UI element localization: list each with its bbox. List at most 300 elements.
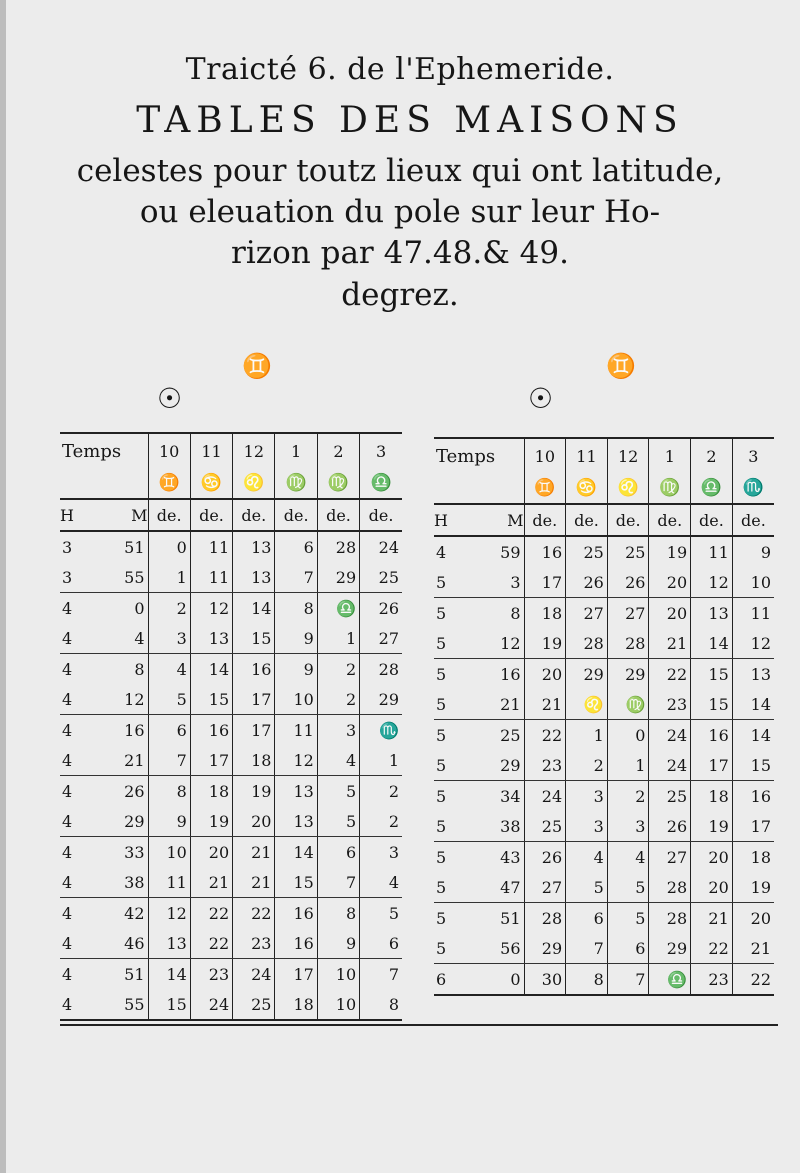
degree-cell: 14 (691, 628, 733, 659)
degree-cell: 16 (190, 715, 232, 746)
running-head: Traicté 6. de l'Ephemeride. (185, 52, 615, 87)
degree-cell: 12 (275, 745, 317, 776)
degree-cell: 24 (360, 531, 402, 562)
degree-cell: 5 (607, 872, 649, 903)
time-cell (60, 776, 148, 807)
degree-cell: 27 (524, 872, 566, 903)
degree-cell: 6 (148, 715, 190, 746)
header-unit: de. (190, 499, 232, 531)
zodiac-sign-icon: ♎ (360, 468, 402, 499)
time-cell (60, 654, 148, 685)
header-unit: de. (360, 499, 402, 531)
header-unit: de. (566, 504, 608, 536)
time-hour: 4 (62, 811, 73, 831)
time-hour: 4 (436, 542, 447, 562)
time-hour: 3 (62, 567, 73, 587)
time-hour: 4 (62, 872, 73, 892)
degree-cell: 13 (275, 776, 317, 807)
table-row (434, 536, 774, 567)
time-cell (60, 531, 148, 562)
degree-cell: 29 (524, 933, 566, 964)
time-cell (434, 567, 524, 598)
time-cell (434, 872, 524, 903)
degree-cell: 8 (566, 964, 608, 996)
time-minute: 25 (500, 725, 521, 745)
time-minute: 0 (510, 969, 521, 989)
degree-cell: 26 (524, 842, 566, 873)
degree-cell: 14 (233, 593, 275, 624)
degree-cell: 7 (148, 745, 190, 776)
table-row (60, 745, 402, 776)
degree-cell: 17 (190, 745, 232, 776)
zodiac-sign-icon: ♌ (233, 468, 275, 499)
degree-cell: 28 (649, 903, 691, 934)
table-row (60, 898, 402, 929)
degree-cell: 0 (148, 531, 190, 562)
degree-cell: 8 (275, 593, 317, 624)
degree-cell: 27 (649, 842, 691, 873)
time-minute: 29 (500, 755, 521, 775)
degree-cell: 10 (317, 989, 359, 1020)
degree-cell: 2 (148, 593, 190, 624)
degree-cell: 13 (275, 806, 317, 837)
degree-cell: 17 (732, 811, 774, 842)
degree-cell: 16 (233, 654, 275, 685)
time-cell (434, 781, 524, 812)
bottom-rule-divider (60, 1024, 778, 1026)
header-h: H (434, 510, 448, 530)
title-line-5: rizon par 47.48.& 49. (231, 235, 569, 271)
degree-cell: 21 (732, 933, 774, 964)
header-blank (434, 473, 524, 504)
sun-symbol-icon: ☉ (528, 382, 554, 415)
header-house-2: 2 (317, 433, 359, 468)
degree-cell: 19 (524, 628, 566, 659)
header-unit: de. (233, 499, 275, 531)
time-hour: 4 (62, 598, 73, 618)
zodiac-sign-icon: ♍ (275, 468, 317, 499)
degree-cell: 20 (233, 806, 275, 837)
degree-cell: 29 (317, 562, 359, 593)
time-cell (60, 867, 148, 898)
degree-cell: 29 (649, 933, 691, 964)
header-unit: de. (732, 504, 774, 536)
time-minute: 42 (124, 903, 145, 923)
time-minute: 16 (500, 664, 521, 684)
degree-cell: 22 (691, 933, 733, 964)
header-house-1: 1 (275, 433, 317, 468)
table-row (434, 933, 774, 964)
degree-cell: 25 (360, 562, 402, 593)
time-minute: 46 (124, 933, 145, 953)
degree-cell: 13 (233, 531, 275, 562)
zodiac-sign-icon: ♋ (566, 473, 608, 504)
table-row (60, 531, 402, 562)
table-row (434, 750, 774, 781)
degree-cell: 4 (148, 654, 190, 685)
degree-cell: 9 (275, 654, 317, 685)
degree-cell: 10 (732, 567, 774, 598)
degree-cell: 28 (360, 654, 402, 685)
degree-cell: 2 (317, 684, 359, 715)
table-row (434, 781, 774, 812)
time-minute: 51 (124, 964, 145, 984)
zodiac-sign-icon: ♍ (317, 468, 359, 499)
degree-cell: 9 (732, 536, 774, 567)
time-minute: 16 (124, 720, 145, 740)
degree-cell: 22 (190, 898, 232, 929)
degree-cell: 15 (190, 684, 232, 715)
header-house-10: 10 (524, 438, 566, 473)
title-tables-des-maisons: TABLES DES MAISONS (136, 100, 684, 141)
degree-cell: 29 (360, 684, 402, 715)
time-minute: 55 (124, 567, 145, 587)
degree-cell: 11 (190, 531, 232, 562)
degree-cell: 11 (275, 715, 317, 746)
table-row (60, 715, 402, 746)
degree-cell: 7 (275, 562, 317, 593)
degree-cell: 4 (360, 867, 402, 898)
degree-cell: 12 (148, 898, 190, 929)
degree-cell: 2 (607, 781, 649, 812)
degree-cell: 28 (649, 872, 691, 903)
degree-cell: 26 (607, 567, 649, 598)
time-cell (60, 989, 148, 1020)
time-hour: 4 (62, 964, 73, 984)
degree-cell: 19 (190, 806, 232, 837)
degree-cell: 10 (148, 837, 190, 868)
degree-cell: 25 (233, 989, 275, 1020)
header-h-m (434, 504, 524, 536)
degree-cell: 30 (524, 964, 566, 996)
degree-cell: 29 (607, 659, 649, 690)
time-hour: 4 (62, 933, 73, 953)
degree-cell: 14 (732, 720, 774, 751)
degree-cell: 15 (233, 623, 275, 654)
time-minute: 12 (500, 633, 521, 653)
degree-cell: 21 (649, 628, 691, 659)
degree-cell: 9 (148, 806, 190, 837)
degree-cell: 22 (524, 720, 566, 751)
degree-cell: 20 (691, 842, 733, 873)
degree-cell: 4 (607, 842, 649, 873)
header-unit: de. (317, 499, 359, 531)
table-row (434, 964, 774, 996)
time-minute: 34 (500, 786, 521, 806)
degree-cell: 20 (732, 903, 774, 934)
degree-cell: 7 (360, 959, 402, 990)
header-h: H (60, 505, 74, 525)
time-minute: 4 (134, 628, 145, 648)
table-row (434, 659, 774, 690)
time-cell (434, 842, 524, 873)
table-row (60, 562, 402, 593)
time-minute: 43 (500, 847, 521, 867)
time-hour: 4 (62, 689, 73, 709)
degree-cell: 18 (691, 781, 733, 812)
degree-cell: 3 (317, 715, 359, 746)
header-house-1: 1 (649, 438, 691, 473)
header-house-11: 11 (566, 438, 608, 473)
degree-cell: 14 (190, 654, 232, 685)
table-row (434, 842, 774, 873)
table-row (434, 628, 774, 659)
header-house-11: 11 (190, 433, 232, 468)
degree-cell: 0 (607, 720, 649, 751)
time-cell (434, 811, 524, 842)
degree-cell: 12 (190, 593, 232, 624)
degree-cell: 20 (649, 598, 691, 629)
houses-table-right (434, 437, 774, 996)
table-row (434, 720, 774, 751)
header-m: M (131, 505, 148, 525)
time-cell (60, 959, 148, 990)
title-line-4: ou eleuation du pole sur leur Ho- (139, 194, 661, 230)
degree-cell: 24 (190, 989, 232, 1020)
table-row (60, 684, 402, 715)
degree-cell: 6 (607, 933, 649, 964)
header-unit: de. (649, 504, 691, 536)
degree-cell: 13 (691, 598, 733, 629)
time-hour: 4 (62, 842, 73, 862)
time-cell (60, 562, 148, 593)
header-house-3: 3 (732, 438, 774, 473)
degree-cell: 12 (691, 567, 733, 598)
header-house-10: 10 (148, 433, 190, 468)
degree-cell: 22 (732, 964, 774, 996)
degree-cell: 11 (691, 536, 733, 567)
header-temps: Temps (60, 433, 148, 468)
table-row (60, 867, 402, 898)
time-hour: 5 (436, 786, 447, 806)
degree-cell: 16 (275, 928, 317, 959)
degree-cell: 26 (649, 811, 691, 842)
time-cell (434, 659, 524, 690)
zodiac-sign-icon: ♏ (732, 473, 774, 504)
degree-cell: 24 (649, 720, 691, 751)
title-line-3: celestes pour toutz lieux qui ont latitude, (76, 153, 724, 189)
degree-cell: 7 (317, 867, 359, 898)
zodiac-sign-icon: ♍ (649, 473, 691, 504)
table-row (434, 872, 774, 903)
zodiac-sign-icon: ♎ (691, 473, 733, 504)
zodiac-sign-icon: ♊ (148, 468, 190, 499)
degree-cell: 23 (691, 964, 733, 996)
table-row (434, 598, 774, 629)
zodiac-sign-icon: ♊ (524, 473, 566, 504)
degree-cell: 21 (233, 867, 275, 898)
time-minute: 21 (124, 750, 145, 770)
degree-cell: 21 (691, 903, 733, 934)
time-cell (60, 623, 148, 654)
degree-cell: 29 (566, 659, 608, 690)
time-hour: 5 (436, 603, 447, 623)
table-row (60, 837, 402, 868)
time-minute: 0 (134, 598, 145, 618)
degree-cell: 15 (732, 750, 774, 781)
degree-cell: 20 (190, 837, 232, 868)
time-hour: 4 (62, 628, 73, 648)
degree-cell: 11 (190, 562, 232, 593)
degree-cell: 9 (317, 928, 359, 959)
degree-cell: 17 (233, 684, 275, 715)
table-row (434, 811, 774, 842)
header-temps: Temps (434, 438, 524, 473)
time-minute: 51 (124, 537, 145, 557)
time-hour: 5 (436, 633, 447, 653)
degree-cell: 13 (233, 562, 275, 593)
time-cell (434, 689, 524, 720)
degree-cell: 19 (233, 776, 275, 807)
degree-cell: 24 (524, 781, 566, 812)
degree-cell: 28 (607, 628, 649, 659)
time-minute: 3 (510, 572, 521, 592)
degree-cell: 21 (524, 689, 566, 720)
degree-cell: 1 (607, 750, 649, 781)
header-unit: de. (524, 504, 566, 536)
degree-cell: 2 (566, 750, 608, 781)
degree-cell: 7 (566, 933, 608, 964)
degree-cell: 21 (190, 867, 232, 898)
degree-cell: 3 (566, 811, 608, 842)
degree-cell: 14 (148, 959, 190, 990)
degree-cell: 23 (233, 928, 275, 959)
degree-cell: 5 (317, 776, 359, 807)
time-cell (434, 750, 524, 781)
time-hour: 5 (436, 938, 447, 958)
degree-cell: 16 (524, 536, 566, 567)
degree-cell: 10 (317, 959, 359, 990)
time-hour: 4 (62, 994, 73, 1014)
time-hour: 5 (436, 664, 447, 684)
degree-cell: 22 (190, 928, 232, 959)
time-minute: 38 (500, 816, 521, 836)
degree-cell: 18 (524, 598, 566, 629)
degree-cell: 16 (275, 898, 317, 929)
degree-cell: 1 (148, 562, 190, 593)
degree-cell: 25 (607, 536, 649, 567)
time-cell (434, 598, 524, 629)
degree-cell: 17 (691, 750, 733, 781)
header-m: M (507, 510, 524, 530)
title-line-6: degrez. (341, 277, 459, 313)
degree-cell: 6 (360, 928, 402, 959)
time-minute: 26 (124, 781, 145, 801)
degree-cell: 5 (360, 898, 402, 929)
table-row (434, 903, 774, 934)
time-minute: 55 (124, 994, 145, 1014)
header-house-12: 12 (233, 433, 275, 468)
degree-cell: 28 (317, 531, 359, 562)
time-hour: 3 (62, 537, 73, 557)
time-cell (434, 964, 524, 996)
degree-cell: 2 (360, 776, 402, 807)
degree-cell: 28 (566, 628, 608, 659)
time-hour: 4 (62, 781, 73, 801)
degree-cell: 3 (566, 781, 608, 812)
time-cell (434, 720, 524, 751)
degree-cell: 5 (566, 872, 608, 903)
time-cell (60, 593, 148, 624)
degree-cell: 1 (360, 745, 402, 776)
header-blank (60, 468, 148, 499)
degree-cell: ♎ (317, 593, 359, 624)
time-minute: 33 (124, 842, 145, 862)
degree-cell: 23 (524, 750, 566, 781)
degree-cell: 1 (566, 720, 608, 751)
table-row (60, 928, 402, 959)
time-minute: 8 (134, 659, 145, 679)
time-cell (60, 837, 148, 868)
time-hour: 5 (436, 877, 447, 897)
time-minute: 59 (500, 542, 521, 562)
time-minute: 8 (510, 603, 521, 623)
degree-cell: 16 (691, 720, 733, 751)
time-hour: 5 (436, 755, 447, 775)
degree-cell: 3 (148, 623, 190, 654)
table-row (60, 959, 402, 990)
degree-cell: 15 (691, 659, 733, 690)
time-cell (60, 684, 148, 715)
degree-cell: 6 (317, 837, 359, 868)
time-hour: 5 (436, 694, 447, 714)
time-cell (60, 745, 148, 776)
degree-cell: ♌ (566, 689, 608, 720)
degree-cell: 24 (649, 750, 691, 781)
time-minute: 56 (500, 938, 521, 958)
degree-cell: 1 (317, 623, 359, 654)
degree-cell: 4 (566, 842, 608, 873)
table-row (60, 654, 402, 685)
time-cell (60, 715, 148, 746)
degree-cell: 2 (317, 654, 359, 685)
degree-cell: 25 (524, 811, 566, 842)
degree-cell: 6 (275, 531, 317, 562)
degree-cell: 5 (148, 684, 190, 715)
degree-cell: 8 (317, 898, 359, 929)
degree-cell: 18 (233, 745, 275, 776)
houses-table-left (60, 432, 402, 1021)
degree-cell: 20 (524, 659, 566, 690)
degree-cell: 27 (607, 598, 649, 629)
degree-cell: 25 (566, 536, 608, 567)
degree-cell: 19 (691, 811, 733, 842)
degree-cell: 8 (148, 776, 190, 807)
table-row (60, 989, 402, 1020)
degree-cell: 18 (275, 989, 317, 1020)
degree-cell: 23 (649, 689, 691, 720)
time-hour: 5 (436, 908, 447, 928)
degree-cell: 22 (233, 898, 275, 929)
time-hour: 4 (62, 720, 73, 740)
degree-cell: 5 (607, 903, 649, 934)
degree-cell: 15 (275, 867, 317, 898)
table-row (434, 689, 774, 720)
degree-cell: 16 (732, 781, 774, 812)
gemini-sign-icon: ♊ (606, 352, 636, 380)
time-minute: 21 (500, 694, 521, 714)
time-cell (434, 903, 524, 934)
degree-cell: 23 (190, 959, 232, 990)
time-minute: 38 (124, 872, 145, 892)
time-cell (60, 898, 148, 929)
time-cell (60, 806, 148, 837)
degree-cell: 13 (190, 623, 232, 654)
degree-cell: ♍ (607, 689, 649, 720)
degree-cell: 14 (732, 689, 774, 720)
degree-cell: 15 (691, 689, 733, 720)
degree-cell: 20 (691, 872, 733, 903)
